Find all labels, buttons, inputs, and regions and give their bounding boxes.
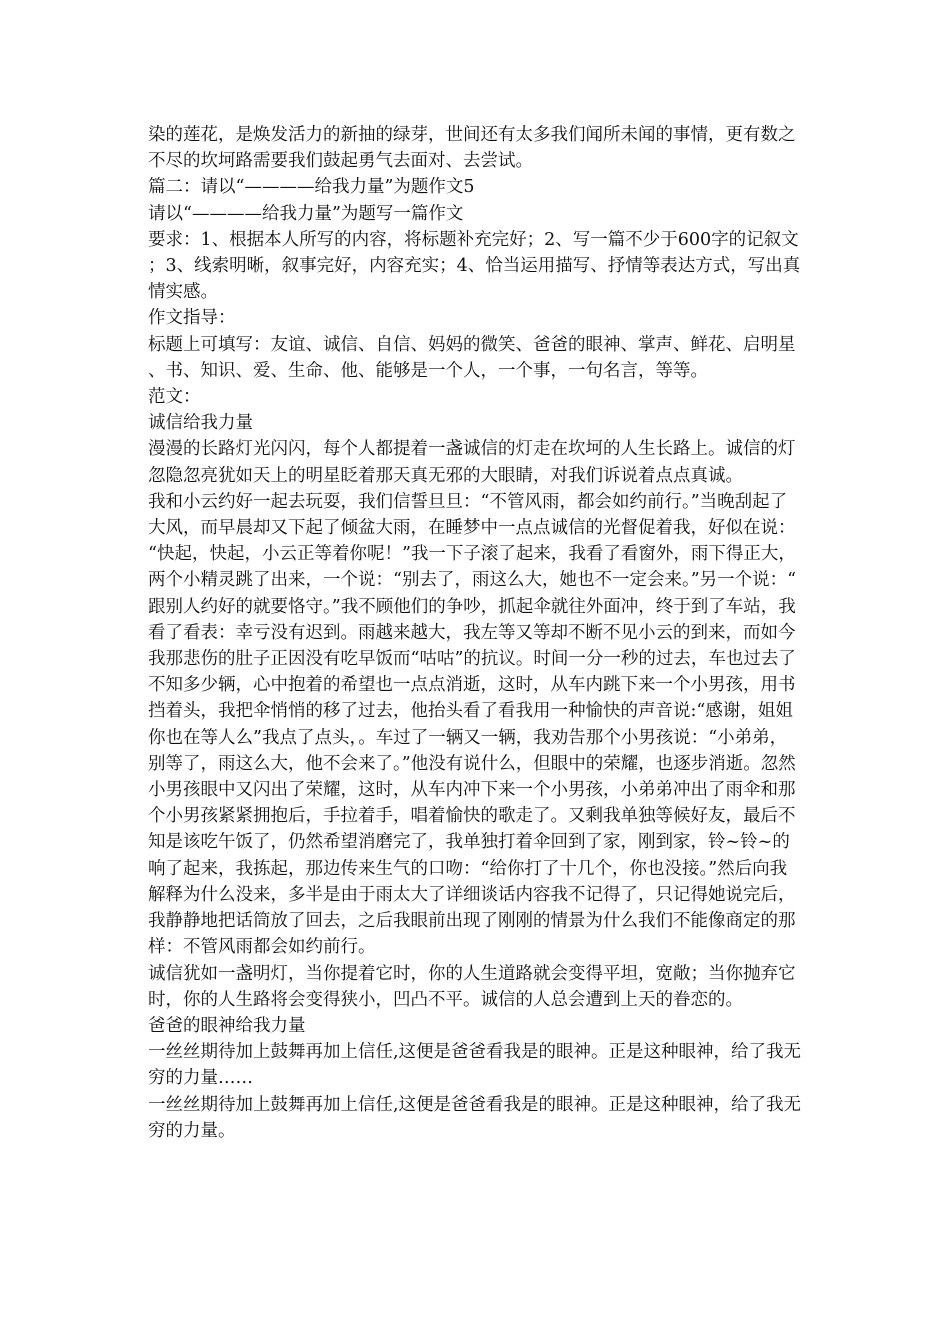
essay-paragraph-opening: 漫漫的长路灯光闪闪，每个人都提着一盏诚信的灯走在坎坷的人生长路上。诚信的灯忽隐忽亮犹如天上的明星眨着那天真无邪的大眼睛，对我们诉说着点点真诚。 <box>148 439 796 486</box>
document-page <box>148 122 804 1144</box>
guidance-heading: 作文指导： <box>148 308 236 329</box>
sample-heading: 范文： <box>148 387 201 408</box>
section-heading-part-two: 篇二：请以“————给我力量”为题作文5 <box>148 177 475 198</box>
paragraph-intro-continuation: 染的莲花，是焕发活力的新抽的绿芽，世间还有太多我们闻所未闻的事情，更有数之不尽的坎坷路需要我们鼓起勇气去面对、去尝试。 <box>148 125 796 172</box>
essay-title-father-gaze: 爸爸的眼神给我力量 <box>148 1015 306 1036</box>
essay-paragraph-father-2: 一丝丝期待加上鼓舞再加上信任,这便是爸爸看我是的眼神。正是这种眼神，给了我无穷的力量。 <box>148 1094 802 1141</box>
guidance-text: 标题上可填写：友谊、诚信、自信、妈妈的微笑、爸爸的眼神、掌声、鲜花、启明星、书、知识、爱、生命、他、能够是一个人，一个事，一句名言，等等。 <box>148 334 796 381</box>
essay-paragraph-father-1: 一丝丝期待加上鼓舞再加上信任,这便是爸爸看我是的眼神。正是这种眼神，给了我无穷的力量…… <box>148 1042 802 1089</box>
essay-prompt: 请以“————给我力量”为题写一篇作文 <box>148 203 464 224</box>
essay-title-honesty: 诚信给我力量 <box>148 413 253 434</box>
essay-paragraph-conclusion: 诚信犹如一盏明灯，当你提着它时，你的人生道路就会变得平坦，宽敞；当你抛弃它时，你的人生路将会变得狭小，凹凸不平。诚信的人总会遭到上天的眷恋的。 <box>148 963 796 1010</box>
essay-paragraph-story: 我和小云约好一起去玩耍，我们信誓旦旦：“不管风雨，都会如约前行。”当晚刮起了大风，而早晨却又下起了倾盆大雨，在睡梦中一点点诚信的光督促着我，好似在说：“快起，快起，小云正等着你呢！”我一下子滚了起来，我看了看窗外，雨下得正大，两个小精灵跳了出来，一个说：“别去了，雨这么大，她也不一定会来。”另一个说：“跟别人约好的就要恪守。”我不顾他们的争吵，抓起伞就往外面冲，终于到了车站，我看了看表：幸亏没有迟到。雨越来越大，我左等又等却不断不见小云的到来，而如今我那悲伤的肚子正因没有吃早饭而“咕咕”的抗议。时间一分一秒的过去，车也过去了不知多少辆，心中抱着的希望也一点点消逝，这时，从车内跳下来一个小男孩，用书挡着头，我把伞悄悄的移了过去，他抬头看了看我用一种愉快的声音说:“感谢，姐姐你也在等人么”我点了点头，。车过了一辆又一辆，我劝告那个小男孩说：“小弟弟，别等了，雨这么大，他不会来了。”他没有说什么，但眼中的荣耀，也逐步消逝。忽然小男孩眼中又闪出了荣耀，这时，从车内冲下来一个小男孩，小弟弟冲出了雨伞和那个小男孩紧紧拥抱后，手拉着手，唱着愉快的歌走了。又剩我单独等候好友，最后不知是该吃午饭了，仍然希望消磨完了，我单独打着伞回到了家，刚到家，铃~铃~的响了起来，我拣起，那边传来生气的口吻：“给你打了十几个，你也没接。”然后向我解释为什么没来，多半是由于雨太大了详细谈话内容我不记得了，只记得她说完后，我静静地把话筒放了回去，之后我眼前出现了刚刚的情景为什么我们不能像商定的那样：不管风雨都会如约前行。 <box>148 491 797 958</box>
essay-requirements: 要求：1、根据本人所写的内容，将标题补充完好；2、写一篇不少于600字的记叙文；3、线索明晰，叙事完好，内容充实；4、恰当运用描写、抒情等表达方式，写出真情实感。 <box>148 229 801 303</box>
